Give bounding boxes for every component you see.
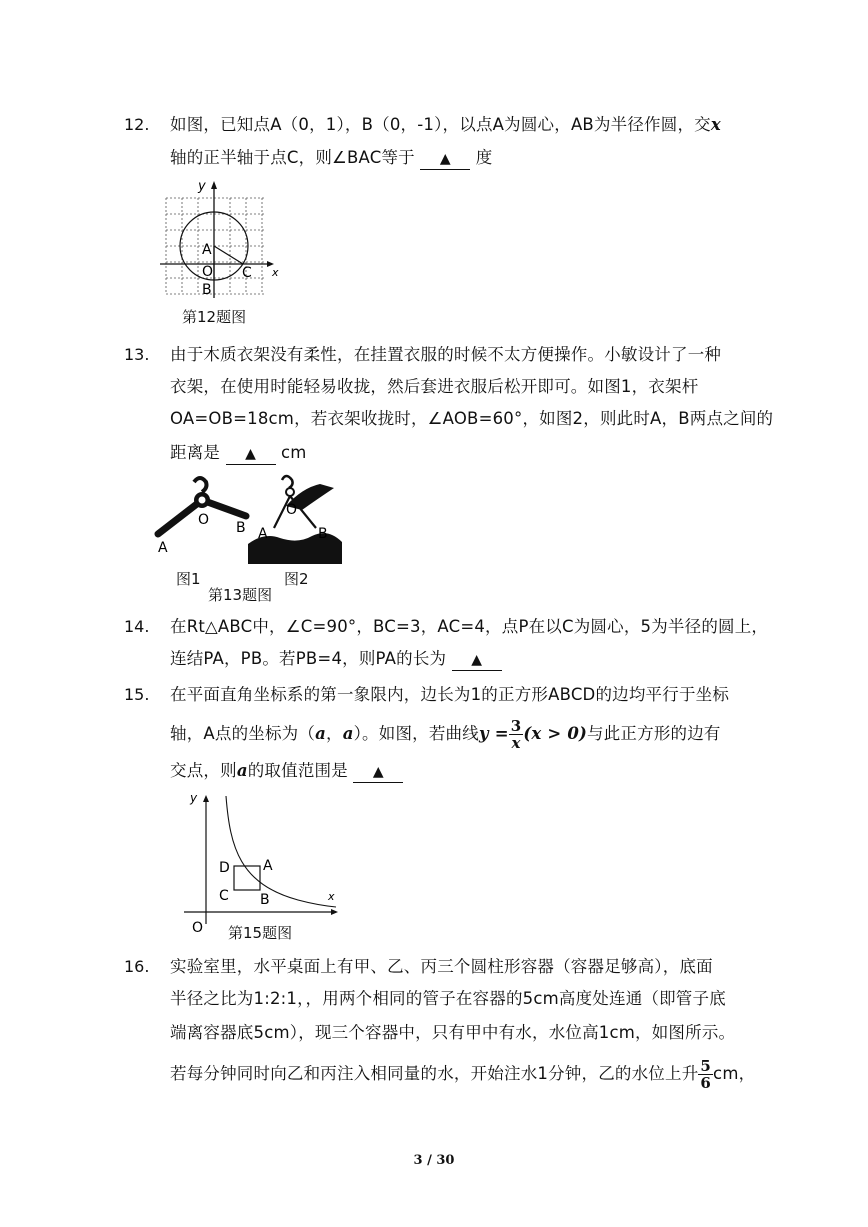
page-number: 3 / 30 <box>413 1153 455 1168</box>
q15-text-3b: 的取值范围是 <box>247 761 348 780</box>
q16-line1: 实验室里，水平桌面上有甲、乙、丙三个圆柱形容器（容器足够高），底面 <box>170 957 713 976</box>
q13-caption: 第13题图 <box>208 586 273 604</box>
q15-label-o: O <box>192 920 204 936</box>
q15-comma: ， <box>326 724 343 743</box>
q16-frac-num: 5 <box>700 1057 712 1075</box>
q15-label-a: A <box>263 858 273 874</box>
q13-figure2 <box>246 466 346 566</box>
q15-eq-y: y = <box>478 724 509 743</box>
q12-figure <box>160 178 285 303</box>
q15-text-2a: 轴，A点的坐标为（ <box>170 724 316 743</box>
q14-line1: 在Rt△ABC中，∠C=90°，BC=3，AC=4，点P在以C为圆心，5为半径的圆上， <box>170 617 769 636</box>
q13-number: 13. <box>124 345 150 364</box>
q15-text-2b: ）。如图，若曲线 <box>353 724 479 743</box>
triangle-mark: ▲ <box>471 652 483 668</box>
q15-label-b: B <box>260 892 270 908</box>
q13-fig2-label-o: O <box>286 502 298 518</box>
q15-label-y: y <box>190 791 198 805</box>
q15-line2 <box>170 718 721 751</box>
q13-fig1-caption: 图1 <box>176 570 201 588</box>
q12-text-2: 轴的正半轴于点C，则∠BAC等于 <box>170 148 415 167</box>
q15-label-c: C <box>219 888 229 904</box>
q12-label-a: A <box>202 242 212 258</box>
q13-fig1-label-b: B <box>236 520 246 536</box>
q13-fig1-label-o: O <box>198 512 210 528</box>
q15-fraction <box>509 718 524 751</box>
q12-text-1: 如图，已知点A（0，1），B（0，-1），以点A为圆心，AB为半径作圆，交 <box>170 115 711 134</box>
q15-caption: 第15题图 <box>228 924 293 942</box>
q14-line2 <box>170 648 502 671</box>
q15-line1: 在平面直角坐标系的第一象限内，边长为1的正方形ABCD的边均平行于坐标 <box>170 685 730 704</box>
q16-text-4b: cm， <box>713 1064 756 1083</box>
q15-number: 15. <box>124 685 150 704</box>
q12-label-o: O <box>202 264 214 280</box>
q15-label-d: D <box>219 860 230 876</box>
q13-line2: 衣架，在使用时能轻易收拢，然后套进衣服后松开即可。如图1，衣架杆 <box>170 377 699 396</box>
q13-line4 <box>170 442 307 465</box>
q12-label-c: C <box>242 265 252 281</box>
q13-fig2-label-a: A <box>258 526 268 542</box>
q12-caption: 第12题图 <box>182 308 247 326</box>
q13-fig2-caption: 图2 <box>284 570 309 588</box>
q14-answer-blank <box>452 649 502 671</box>
q16-line4 <box>170 1058 755 1091</box>
q14-text-2a: 连结PA，PB。若PB=4，则PA的长为 <box>170 649 447 668</box>
q15-text-2c: 与此正方形的边有 <box>587 724 721 743</box>
q15-condition: (x > 0) <box>523 724 588 743</box>
q12-x-var: x <box>710 115 721 134</box>
q12-number: 12. <box>124 115 150 134</box>
q16-fraction <box>698 1058 713 1091</box>
q15-frac-num: 3 <box>510 717 522 735</box>
q15-var-a3: a <box>236 761 248 780</box>
q13-text-4a: 距离是 <box>170 443 221 462</box>
q12-label-b: B <box>202 282 212 298</box>
q13-line3: OA=OB=18cm，若衣架收拢时，∠AOB=60°，如图2，则此时A，B两点之间的 <box>170 409 774 428</box>
q15-figure <box>178 788 343 936</box>
q16-line2: 半径之比为1:2:1，，用两个相同的管子在容器的5cm高度处连通（即管子底 <box>170 989 726 1008</box>
q15-text-3a: 交点，则 <box>170 761 237 780</box>
q13-text-4b: cm <box>281 443 307 462</box>
q15-answer-blank <box>353 761 403 783</box>
q13-figure1 <box>150 470 255 560</box>
q16-line3: 端离容器底5cm），现三个容器中，只有甲中有水，水位高1cm，如图所示。 <box>170 1023 736 1042</box>
q12-label-y: y <box>198 179 206 194</box>
q13-line1: 由于木质衣架没有柔性，在挂置衣服的时候不太方便操作。小敏设计了一种 <box>170 345 722 364</box>
q15-frac-den: x <box>511 734 521 752</box>
q12-text-3: 度 <box>475 148 493 167</box>
q13-answer-blank <box>226 443 276 465</box>
q15-label-x: x <box>328 890 335 903</box>
q12-answer-blank <box>420 148 470 170</box>
q12-label-x: x <box>272 266 279 279</box>
q12-line1 <box>170 114 721 136</box>
q15-line3 <box>170 760 403 783</box>
q16-number: 16. <box>124 957 150 976</box>
q16-text-4a: 若每分钟同时向乙和丙注入相同量的水，开始注水1分钟，乙的水位上升 <box>170 1064 699 1083</box>
q12-line2 <box>170 147 492 170</box>
q13-fig1-label-a: A <box>158 540 168 556</box>
q13-fig2-label-b: B <box>318 526 328 542</box>
q15-var-a1: a <box>315 724 326 743</box>
triangle-mark: ▲ <box>439 151 451 167</box>
triangle-mark: ▲ <box>245 446 257 462</box>
q15-var-a2: a <box>342 724 354 743</box>
triangle-mark: ▲ <box>372 764 384 780</box>
q14-number: 14. <box>124 617 150 636</box>
q16-frac-den: 6 <box>700 1074 712 1092</box>
